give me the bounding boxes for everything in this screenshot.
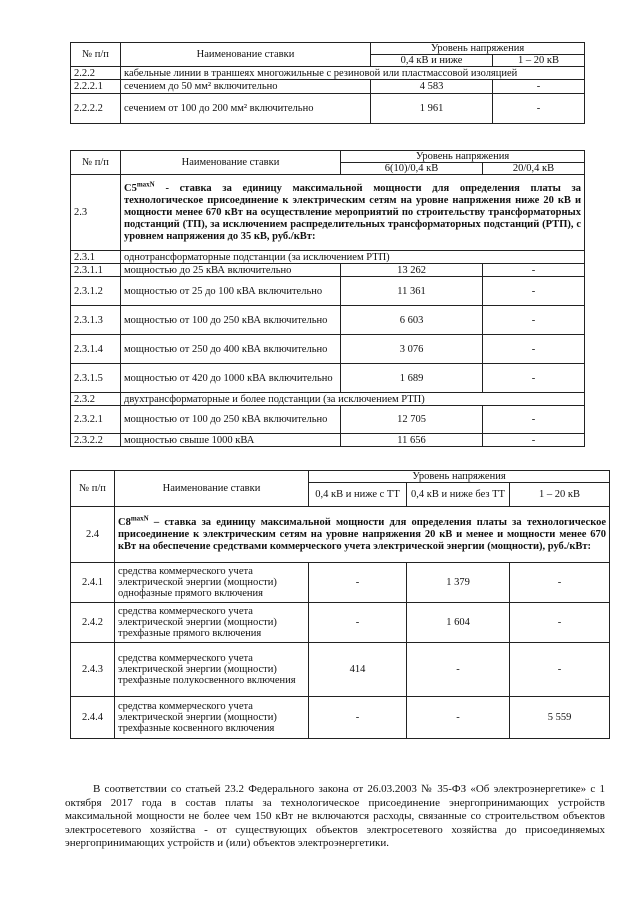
row-value-3: -	[510, 643, 610, 697]
section-text: - ставка за единицу максимальной мощности для определения платы за технологическое присоединение к электрическим сетям на уровне напряжения ниже 20 кВ и мощности менее 670 кВт на осуществление мероприятий по строительству трансформаторных подстанций (ТП), за исключением распределительных трансформаторных подстанций (РТП), с уровнем напряжения до 35 кВ, руб./кВт:	[124, 182, 582, 242]
rate-symbol-superscript: maxN	[136, 180, 155, 188]
row-name: мощностью свыше 1000 кВА	[121, 434, 341, 447]
row-name: кабельные линии в траншеях многожильные с резиновой или пластмассовой изоляцией	[121, 67, 585, 80]
header-voltage-1: 6(10)/0,4 кВ	[341, 163, 483, 175]
row-value-2: -	[483, 306, 585, 335]
row-value-1: 11 656	[341, 434, 483, 447]
row-value-2: 1 604	[407, 603, 510, 643]
row-name: однотрансформаторные подстанции (за исключением РТП)	[121, 251, 585, 264]
header-rate-name: Наименование ставки	[115, 471, 309, 507]
row-value-1: 4 583	[371, 80, 493, 94]
section-number: 2.3	[71, 175, 121, 251]
row-number: 2.4.3	[71, 643, 115, 697]
row-value-2: -	[493, 94, 585, 124]
row-value-1: 6 603	[341, 306, 483, 335]
header-number: № п/п	[71, 471, 115, 507]
header-voltage-level: Уровень напряжения	[371, 43, 585, 55]
row-number: 2.3.1	[71, 251, 121, 264]
row-value-1: 11 361	[341, 277, 483, 306]
row-value-1: -	[309, 603, 407, 643]
row-value-1: -	[309, 563, 407, 603]
rate-symbol: C8	[118, 516, 131, 528]
row-name: мощностью от 100 до 250 кВА включительно	[121, 406, 341, 434]
row-value-2: -	[407, 697, 510, 739]
row-value-3: -	[510, 603, 610, 643]
row-number: 2.3.2	[71, 393, 121, 406]
rates-table-cable-lines	[70, 42, 585, 124]
row-number: 2.3.1.3	[71, 306, 121, 335]
row-value-1: 3 076	[341, 335, 483, 364]
section-description	[121, 175, 585, 251]
row-value-1: 12 705	[341, 406, 483, 434]
row-name: средства коммерческого учета электрической энергии (мощности) однофазные прямого включения	[115, 563, 309, 603]
row-name: средства коммерческого учета электрической энергии (мощности) трехфазные прямого включения	[115, 603, 309, 643]
section-number: 2.4	[71, 507, 115, 563]
row-number: 2.4.4	[71, 697, 115, 739]
row-name: сечением от 100 до 200 мм² включительно	[121, 94, 371, 124]
section-text: – ставка за единицу максимальной мощности для определения платы за технологическое присоединение к электрическим сетям на уровне напряжения 20 кВ и менее и мощности менее 670 кВт на обеспечение средствами коммерческого учета электрической энергии (мощности), руб./кВт:	[118, 516, 607, 552]
row-name: средства коммерческого учета электрической энергии (мощности) трехфазные полукосвенного включения	[115, 643, 309, 697]
row-name: мощностью от 250 до 400 кВА включительно	[121, 335, 341, 364]
rate-symbol: C5	[124, 182, 137, 194]
row-value-2: 1 379	[407, 563, 510, 603]
row-value-3: 5 559	[510, 697, 610, 739]
row-number: 2.4.1	[71, 563, 115, 603]
header-rate-name: Наименование ставки	[121, 151, 341, 175]
row-value-2: -	[483, 406, 585, 434]
row-value-3: -	[510, 563, 610, 603]
footer-paragraph: В соответствии со статьей 23.2 Федерального закона от 26.03.2003 № 35-ФЗ «Об электроэнергетике» с 1 октября 2017 года в состав платы за технологическое присоединение энергопринимающих устройств максимальной мощности не более чем 150 кВт не включаются расходы, связанные со строительством объектов электросетевого хозяйства - от существующих объектов электросетевого хозяйства до присоединяемых энергопринимающих устройств и (или) объектов электроэнергетики.	[65, 783, 605, 849]
row-name: средства коммерческого учета электрической энергии (мощности) трехфазные косвенного включения	[115, 697, 309, 739]
row-value-1: 414	[309, 643, 407, 697]
row-value-2: -	[483, 335, 585, 364]
row-value-2: -	[483, 264, 585, 277]
row-value-2: -	[407, 643, 510, 697]
header-voltage-1: 0,4 кВ и ниже с ТТ	[309, 483, 407, 507]
rates-table-transformer-substations	[70, 150, 585, 447]
row-name: сечением до 50 мм² включительно	[121, 80, 371, 94]
row-value-2: -	[493, 80, 585, 94]
row-number: 2.4.2	[71, 603, 115, 643]
row-number: 2.3.2.1	[71, 406, 121, 434]
header-voltage-3: 1 – 20 кВ	[510, 483, 610, 507]
header-voltage-level: Уровень напряжения	[309, 471, 610, 483]
header-voltage-1: 0,4 кВ и ниже	[371, 55, 493, 67]
section-description	[115, 507, 610, 563]
rates-table-metering	[70, 470, 610, 739]
rate-symbol-superscript: maxN	[130, 514, 149, 522]
row-name: мощностью до 25 кВА включительно	[121, 264, 341, 277]
row-number: 2.2.2.2	[71, 94, 121, 124]
row-number: 2.3.1.5	[71, 364, 121, 393]
row-value-2: -	[483, 277, 585, 306]
row-number: 2.2.2	[71, 67, 121, 80]
row-number: 2.3.1.4	[71, 335, 121, 364]
row-number: 2.3.1.2	[71, 277, 121, 306]
row-name: двухтрансформаторные и более подстанции (за исключением РТП)	[121, 393, 585, 406]
header-voltage-2: 20/0,4 кВ	[483, 163, 585, 175]
header-voltage-level: Уровень напряжения	[341, 151, 585, 163]
row-number: 2.3.2.2	[71, 434, 121, 447]
row-value-2: -	[483, 434, 585, 447]
row-value-1: 1 961	[371, 94, 493, 124]
header-number: № п/п	[71, 43, 121, 67]
header-voltage-2: 0,4 кВ и ниже без ТТ	[407, 483, 510, 507]
row-value-1: 13 262	[341, 264, 483, 277]
row-name: мощностью от 25 до 100 кВА включительно	[121, 277, 341, 306]
row-value-1: 1 689	[341, 364, 483, 393]
header-voltage-2: 1 – 20 кВ	[493, 55, 585, 67]
row-value-1: -	[309, 697, 407, 739]
row-value-2: -	[483, 364, 585, 393]
row-number: 2.2.2.1	[71, 80, 121, 94]
header-rate-name: Наименование ставки	[121, 43, 371, 67]
row-name: мощностью от 420 до 1000 кВА включительно	[121, 364, 341, 393]
row-name: мощностью от 100 до 250 кВА включительно	[121, 306, 341, 335]
header-number: № п/п	[71, 151, 121, 175]
row-number: 2.3.1.1	[71, 264, 121, 277]
